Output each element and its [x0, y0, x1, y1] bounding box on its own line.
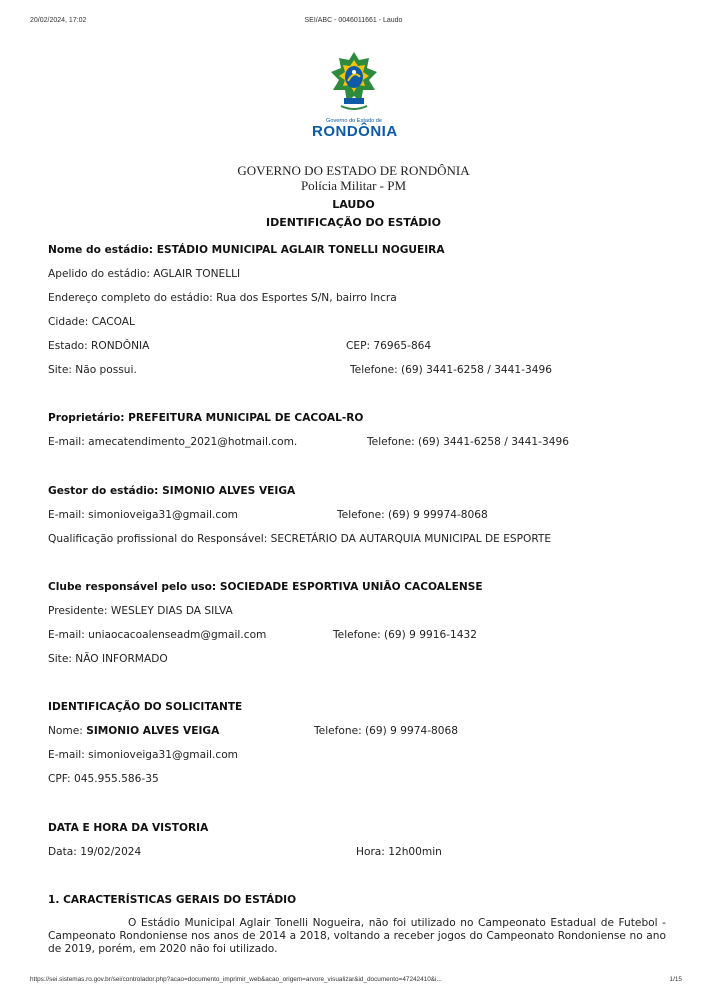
- characteristics-paragraph: [48, 917, 666, 956]
- stadium-address: Endereço completo do estádio: Rua dos Esportes S/N, bairro Incra: [48, 292, 397, 304]
- club-name: SOCIEDADE ESPORTIVA UNIÃO CACOALENSE: [219, 581, 483, 593]
- coat-of-arms-icon: [325, 50, 383, 114]
- requester-phone: Telefone: (69) 9 9974-8068: [314, 725, 458, 737]
- club-email: E-mail: uniaocacoalenseadm@gmail.com: [48, 629, 267, 641]
- stadium-nickname: Apelido do estádio: AGLAIR TONELLI: [48, 268, 241, 280]
- logo-subtitle: Governo do Estado de: [326, 118, 382, 124]
- document-id: SEI/ABC - 0046011661 - Laudo: [304, 17, 403, 24]
- requester-name-line: [48, 725, 219, 737]
- manager-label: Gestor do estádio:: [48, 485, 163, 497]
- org-title: Polícia Militar - PM: [300, 178, 407, 193]
- requester-name: SIMONIO ALVES VEIGA: [86, 725, 220, 737]
- owner-label: Proprietário:: [48, 412, 129, 424]
- section-title: IDENTIFICAÇÃO DO ESTÁDIO: [266, 216, 441, 229]
- club-site: Site: NÃO INFORMADO: [48, 653, 168, 665]
- stadium-name-label: Nome do estádio:: [48, 244, 157, 256]
- stadium-state: Estado: RONDÔNIA: [48, 340, 150, 352]
- manager-name: SIMONIO ALVES VEIGA: [162, 485, 296, 497]
- owner-line: [48, 412, 363, 424]
- owner-phone: Telefone: (69) 3441-6258 / 3441-3496: [367, 436, 569, 448]
- characteristics-text: O Estádio Municipal Aglair Tonelli Nogueira, não foi utilizado no Campeonato Estadual de Futebol - Campeonato Rondoniense nos anos de 2014 a 2018, voltando a receber jogos do Campeonato Rondoniense no ano de 2019, porém, em 2020 não foi utilizado.: [48, 917, 666, 955]
- footer-url: https://sei.sistemas.ro.gov.br/sei/controlador.php?acao=documento_imprimir_web&acao_origem=arvore_visualizar&id_documento=47242410&i...: [30, 976, 442, 983]
- manager-qualification: Qualificação profissional do Responsável: SECRETÁRIO DA AUTARQUIA MUNICIPAL DE ESPORTE: [48, 533, 552, 545]
- requester-cpf: CPF: 045.955.586-35: [48, 773, 159, 785]
- state-logo: [312, 50, 396, 150]
- stadium-phone: Telefone: (69) 3441-6258 / 3441-3496: [350, 364, 552, 376]
- requester-email: E-mail: simonioveiga31@gmail.com: [48, 749, 238, 761]
- stadium-city: Cidade: CACOAL: [48, 316, 135, 328]
- inspection-time: Hora: 12h00min: [356, 846, 442, 858]
- club-phone: Telefone: (69) 9 9916-1432: [333, 629, 477, 641]
- club-line: [48, 581, 483, 593]
- stadium-cep: CEP: 76965-864: [346, 340, 432, 352]
- manager-phone: Telefone: (69) 9 99974-8068: [337, 509, 488, 521]
- owner-name: PREFEITURA MUNICIPAL DE CACOAL-RO: [128, 412, 364, 424]
- print-datetime: 20/02/2024, 17:02: [30, 17, 87, 24]
- stadium-name: ESTÁDIO MUNICIPAL AGLAIR TONELLI NOGUEIRA: [156, 244, 445, 256]
- club-label: Clube responsável pelo uso:: [48, 581, 220, 593]
- club-president: Presidente: WESLEY DIAS DA SILVA: [48, 605, 233, 617]
- logo-state-name: RONDÔNIA: [312, 123, 398, 140]
- requester-heading: IDENTIFICAÇÃO DO SOLICITANTE: [48, 701, 243, 713]
- page-number: 1/15: [669, 976, 682, 983]
- gov-title: GOVERNO DO ESTADO DE RONDÔNIA: [237, 163, 470, 178]
- owner-email: E-mail: amecatendimento_2021@hotmail.com.: [48, 436, 298, 448]
- inspection-heading: DATA E HORA DA VISTORIA: [48, 822, 209, 834]
- manager-line: [48, 485, 295, 497]
- characteristics-heading: 1. CARACTERÍSTICAS GERAIS DO ESTÁDIO: [48, 894, 297, 906]
- stadium-name-line: [48, 244, 445, 256]
- manager-email: E-mail: simonioveiga31@gmail.com: [48, 509, 238, 521]
- stadium-site: Site: Não possui.: [48, 364, 137, 376]
- inspection-date: Data: 19/02/2024: [48, 846, 142, 858]
- requester-name-label: Nome:: [48, 725, 87, 737]
- doc-title: LAUDO: [332, 198, 375, 211]
